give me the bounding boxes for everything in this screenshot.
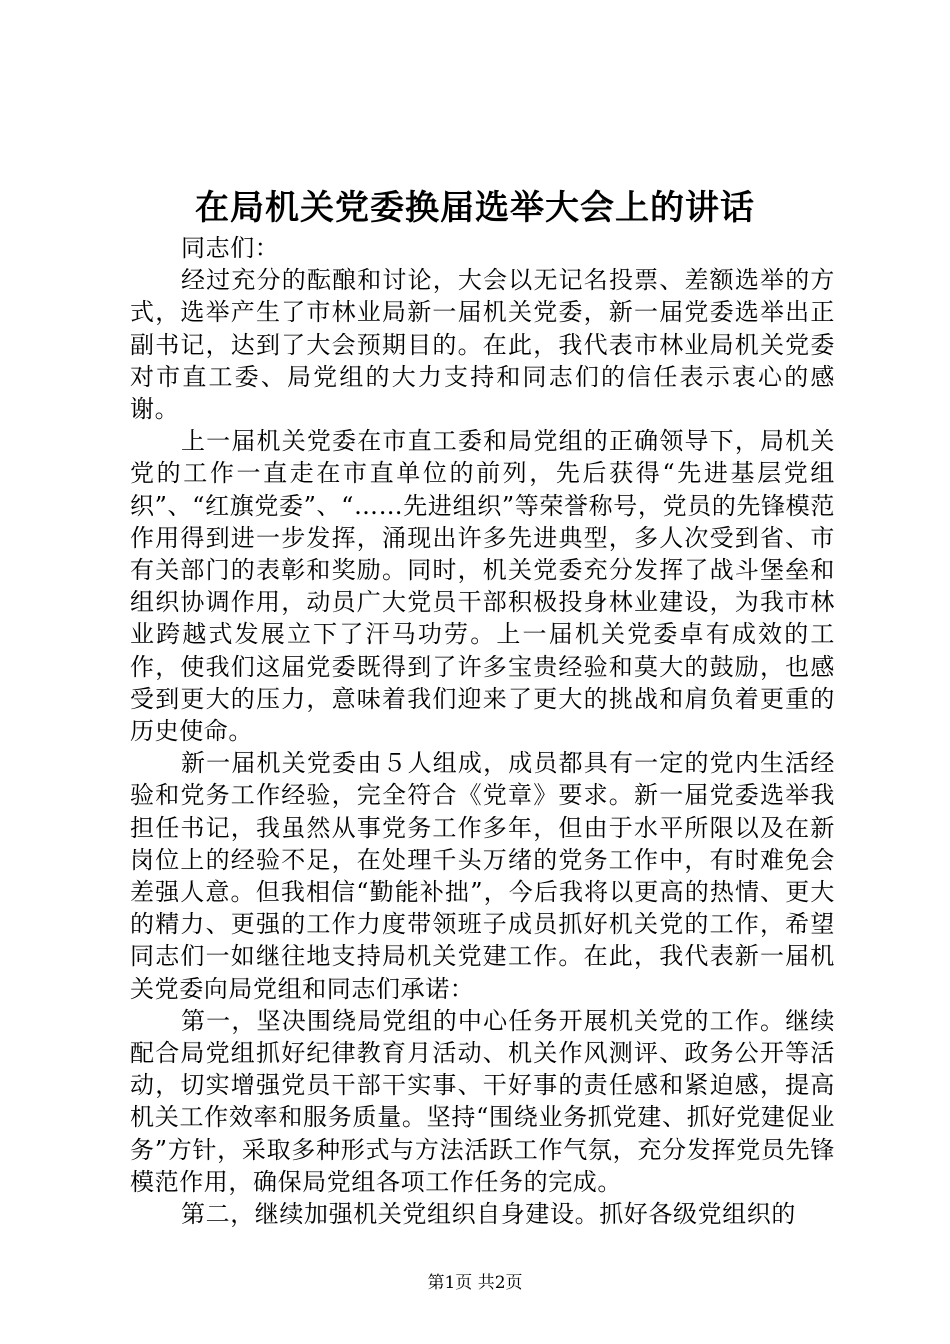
paragraph-2: 上一届机关党委在市直工委和局党组的正确领导下，局机关党的工作一直走在市直单位的前列，先后获得“先进基层党组织”、“红旗党委”、“……先进组织”等荣誉称号，党员的先锋模范作用得到进一步发挥，涌现出许多先进典型，多人次受到省、市有关部门的表彰和奖励。同时，机关党委充分发挥了战斗堡垒和组织协调作用，动员广大党员干部积极投身林业建设，为我市林业跨越式发展立下了汗马功劳。上一届机关党委卓有成效的工作，使我们这届党委既得到了许多宝贵经验和莫大的鼓励，也感受到更大的压力，意味着我们迎来了更大的挑战和肩负着更重的历史使命。 xyxy=(130,427,835,746)
paragraph-3: 新一届机关党委由５人组成，成员都具有一定的党内生活经验和党务工作经验，完全符合《党章》要求。新一届党委选举我担任书记，我虽然从事党务工作多年，但由于水平所限以及在新岗位上的经验不足，在处理千头万绪的党务工作中，有时难免会差强人意。但我相信“勤能补拙”，今后我将以更高的热情、更大的精力、更强的工作力度带领班子成员抓好机关党的工作，希望同志们一如继往地支持局机关党建工作。在此，我代表新一届机关党委向局党组和同志们承诺： xyxy=(130,749,835,1003)
paragraph-greeting: 同志们： xyxy=(181,234,280,262)
page-number-footer: 第1页 共2页 xyxy=(427,1273,523,1293)
document-title: 在局机关党委换届选举大会上的讲话 xyxy=(195,188,755,228)
paragraph-4: 第一，坚决围绕局党组的中心任务开展机关党的工作。继续配合局党组抓好纪律教育月活动、机关作风测评、政务公开等活动，切实增强党员干部干实事、干好事的责任感和紧迫感，提高机关工作效率和服务质量。坚持“围绕业务抓党建、抓好党建促业务”方针，采取多种形式与方法活跃工作气氛，充分发挥党员先锋模范作用，确保局党组各项工作任务的完成。 xyxy=(130,1006,835,1196)
paragraph-1: 经过充分的酝酿和讨论，大会以无记名投票、差额选举的方式，选举产生了市林业局新一届机关党委，新一届党委选举出正副书记，达到了大会预期目的。在此，我代表市林业局机关党委对市直工委、局党组的大力支持和同志们的信任表示衷心的感谢。 xyxy=(130,266,835,424)
paragraph-5: 第二，继续加强机关党组织自身建设。抓好各级党组织的 xyxy=(181,1200,796,1229)
document-body xyxy=(130,232,835,1230)
